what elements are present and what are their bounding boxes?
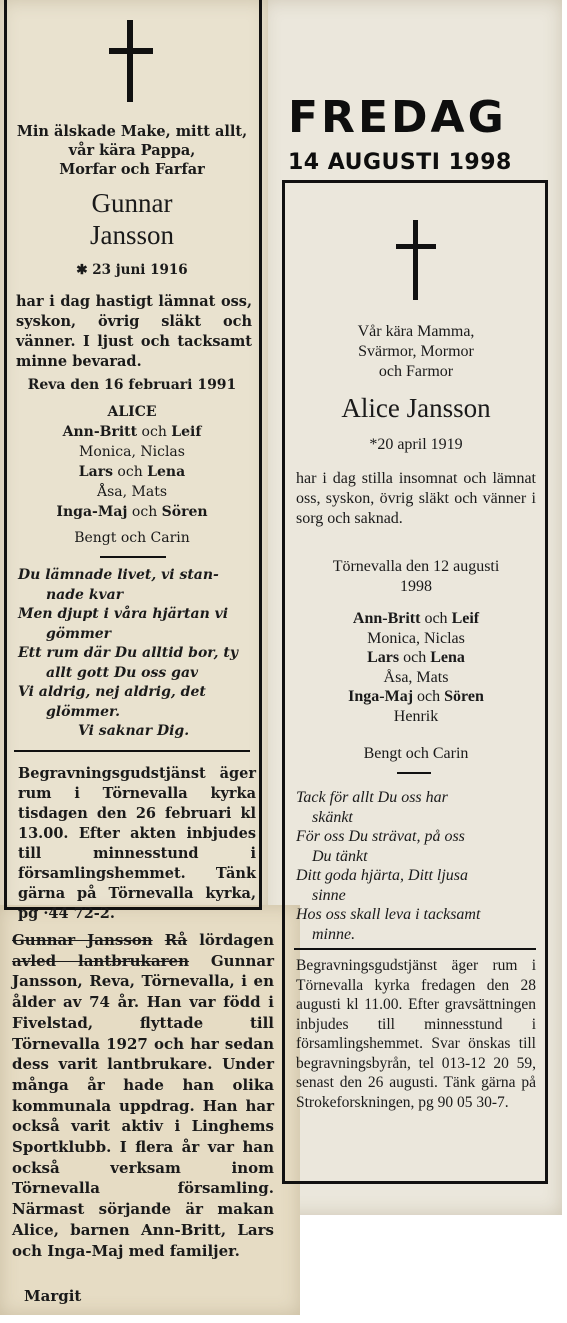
notice-lead-line: vår kära Pappa, (68, 142, 196, 159)
notice-body: har i dag hastigt lämnat oss, syskon, övrig släkt och vänner. I ljust och tacksamt minne bevarad. (16, 293, 252, 370)
page-date-header: 14 AUGUSTI 1998 (288, 150, 512, 175)
mourner: ALICE (107, 404, 157, 420)
mourner: Åsa, Mats (96, 484, 168, 500)
notice-lead: Vår kära Mamma, Svärmor, Mormor och Farmor (357, 323, 475, 380)
notice-lead-line: Morfar och Farfar (59, 161, 205, 178)
page-day-header: FREDAG (288, 92, 507, 143)
deceased-name: Gunnar (91, 188, 173, 218)
mourner: Bengt och Carin (74, 530, 190, 546)
funeral-service-info: Begravningsgudstjänst äger rum i Törnevalla kyrka fredagen den 28 augusti kl 11.00. Efter gravsättningen inbjudes till minnesstund i församlingshemmet. Svar önskas till begravningsbyrån, tel 013-12 20 59, senast den 26 augusti. Tänk gärna på Strokeforskningen, pg 90 05 30-7. (296, 957, 536, 1111)
place-date: Reva den 16 februari 1991 (27, 377, 237, 393)
notice-body: har i dag stilla insomnat och lämnat oss, syskon, övrig släkt och vänner i sorg och saknad. (296, 470, 536, 527)
birth-date: *20 april 1919 (369, 436, 463, 453)
deceased-name: Alice Jansson (341, 393, 491, 423)
divider (397, 772, 431, 774)
mourner: Monica, Niclas (79, 444, 185, 460)
mourners-list (10, 402, 254, 548)
mourner: Inga-Maj och Sören (56, 504, 208, 520)
place-date: Törnevalla den 12 augusti 1998 (332, 558, 500, 595)
rule (294, 948, 536, 950)
mourner: Lars och Lena (78, 464, 186, 480)
cross-icon (396, 220, 436, 300)
divider (100, 556, 166, 558)
funeral-service-info: Begravningsgudstjänst äger rum i Törnevalla kyrka tisdagen den 26 februari kl 13.00. Efter akten inbjudes till minnesstund i församlingshemmet. Tänk gärna på Törnevalla kyrka, pg ·44 72-2. (18, 765, 256, 922)
poem: Tack för allt Du oss har skänkt För oss Du strävat, på oss Du tänkt Ditt goda hjärta, Ditt ljusa sinne Hos oss skall leva i tacksamt minne. (296, 789, 481, 943)
mourner: Ann-Britt och Leif (62, 424, 202, 440)
obituary-article: Gunnar Jansson Rå lördagen avled lantbrukaren Gunnar Jansson, Reva, Törnevalla, i en ålder av 74 år. Han var född i Fivelstad, flyttade till Törnevalla 1927 och har sedan dess varit lantbrukare. Under många år hade han olika kommunala uppdrag. Han har också varit aktiv i Linghems Sportklubb. I flera år var han också verksam inom Törnevalla församling. Närmast sörjande är makan Alice, barnen Ann-Britt, Lars och Inga-Maj med familjer. (12, 931, 274, 1260)
deceased-name: Jansson (89, 220, 174, 250)
rule (14, 750, 250, 752)
cross-icon (109, 20, 153, 102)
poem: Du lämnade livet, vi stan- nade kvar Men djupt i våra hjärtan vi gömmer Ett rum där Du alltid bor, ty allt gott Du oss gav Vi aldrig, nej aldrig, det glömmer. Vi saknar Dig. (18, 567, 239, 739)
birth-date: ✱ 23 juni 1916 (76, 262, 188, 278)
notice-lead-line: Min älskade Make, mitt allt, (16, 123, 248, 140)
mourners-list: Ann-Britt och Leif Monica, Niclas Lars och Lena Åsa, Mats Inga-Maj och Sören Henrik Bengt och Carin (348, 610, 484, 762)
obituary-signature: Margit (24, 1287, 82, 1305)
